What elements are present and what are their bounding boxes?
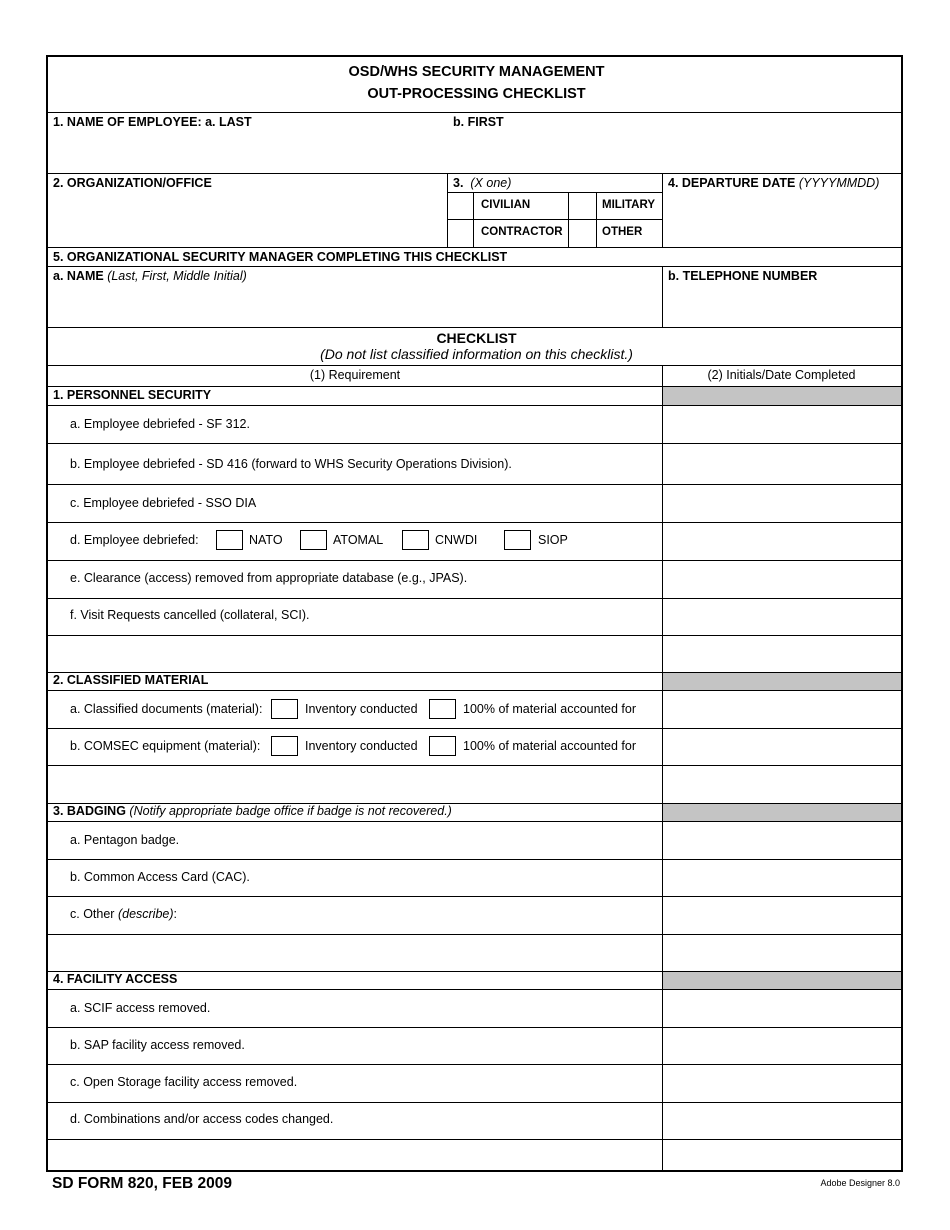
badging-header <box>53 804 452 818</box>
atomal-checkbox[interactable] <box>300 530 327 550</box>
status-hint: (X one) <box>470 176 512 190</box>
software-credit: Adobe Designer 8.0 <box>820 1178 900 1188</box>
badging-header-text: 3. BADGING <box>53 804 126 818</box>
employee-name-label: 1. NAME OF EMPLOYEE: a. LAST <box>53 115 252 129</box>
other-checkbox[interactable] <box>569 220 595 246</box>
personnel-item-b: b. Employee debriefed - SD 416 (forward to WHS Security Operations Division). <box>70 457 512 471</box>
classified-docs-accounted-label: 100% of material accounted for <box>463 702 637 716</box>
telephone-field[interactable] <box>667 285 897 323</box>
form-title-line1: OSD/WHS SECURITY MANAGEMENT <box>348 64 605 80</box>
cnwdi-label: CNWDI <box>435 533 478 547</box>
departure-date-label <box>668 176 879 190</box>
other-label: OTHER <box>602 226 643 238</box>
facility-a-initials-field[interactable] <box>663 990 901 1026</box>
facility-d-initials-field[interactable] <box>663 1103 901 1138</box>
badging-c-initials-field[interactable] <box>663 897 901 933</box>
employee-first-label: b. FIRST <box>453 115 504 129</box>
facility-item-b: b. SAP facility access removed. <box>70 1038 245 1052</box>
classified-a-initials-field[interactable] <box>663 691 901 727</box>
military-checkbox[interactable] <box>569 193 595 218</box>
personnel-blank-initials-field[interactable] <box>663 636 901 671</box>
personnel-b-initials-field[interactable] <box>663 444 901 483</box>
personnel-a-initials-field[interactable] <box>663 406 901 442</box>
badging-item-a: a. Pentagon badge. <box>70 833 180 847</box>
badging-item-c-colon: : <box>173 907 178 921</box>
security-manager-section-label: 5. ORGANIZATIONAL SECURITY MANAGER COMPLETING THIS CHECKLIST <box>53 250 508 264</box>
facility-item-c: c. Open Storage facility access removed. <box>70 1075 298 1089</box>
siop-checkbox[interactable] <box>504 530 531 550</box>
facility-access-header: 4. FACILITY ACCESS <box>53 972 178 986</box>
personnel-blank-requirement-field[interactable] <box>52 636 661 671</box>
classified-blank-requirement-field[interactable] <box>52 766 661 802</box>
manager-name-field[interactable] <box>52 285 657 323</box>
facility-blank-initials-field[interactable] <box>663 1140 901 1170</box>
classified-docs-inventory-checkbox[interactable] <box>271 699 298 719</box>
badging-item-c <box>70 907 177 921</box>
badging-item-c-text: c. Other <box>70 907 115 921</box>
facility-item-d: d. Combinations and/or access codes changed. <box>70 1112 334 1126</box>
badging-item-b: b. Common Access Card (CAC). <box>70 870 250 884</box>
cnwdi-checkbox[interactable] <box>402 530 429 550</box>
classified-item-a: a. Classified documents (material): <box>70 702 263 716</box>
badging-a-initials-field[interactable] <box>663 822 901 858</box>
military-label: MILITARY <box>602 199 656 211</box>
out-processing-form <box>46 55 903 1172</box>
manager-name-label-text: a. NAME <box>53 269 104 283</box>
departure-date-field[interactable] <box>667 193 897 243</box>
form-id: SD FORM 820, FEB 2009 <box>52 1175 233 1192</box>
classified-material-header: 2. CLASSIFIED MATERIAL <box>53 673 209 687</box>
classified-docs-inventory-label: Inventory conducted <box>305 702 418 716</box>
facility-c-initials-field[interactable] <box>663 1065 901 1101</box>
comsec-accounted-label: 100% of material accounted for <box>463 739 637 753</box>
civilian-checkbox[interactable] <box>448 193 472 218</box>
organization-label: 2. ORGANIZATION/OFFICE <box>53 176 212 190</box>
personnel-item-c: c. Employee debriefed - SSO DIA <box>70 496 257 510</box>
personnel-item-f: f. Visit Requests cancelled (collateral, SCI). <box>70 608 310 622</box>
personnel-item-e: e. Clearance (access) removed from appropriate database (e.g., JPAS). <box>70 571 468 585</box>
personnel-security-header: 1. PERSONNEL SECURITY <box>53 388 212 402</box>
personnel-c-initials-field[interactable] <box>663 485 901 521</box>
badging-b-initials-field[interactable] <box>663 860 901 895</box>
badging-blank-initials-field[interactable] <box>663 935 901 970</box>
badging-header-note: (Notify appropriate badge office if badge is not recovered.) <box>129 804 452 818</box>
column-requirement-header: (1) Requirement <box>309 368 401 382</box>
checklist-title: CHECKLIST <box>436 330 517 346</box>
status-label <box>453 176 511 190</box>
comsec-inventory-label: Inventory conducted <box>305 739 418 753</box>
comsec-inventory-checkbox[interactable] <box>271 736 298 756</box>
column-initials-header: (2) Initials/Date Completed <box>707 368 856 382</box>
personnel-item-d: d. Employee debriefed: <box>70 533 199 547</box>
comsec-accounted-checkbox[interactable] <box>429 736 456 756</box>
classified-blank-initials-field[interactable] <box>663 766 901 802</box>
personnel-f-initials-field[interactable] <box>663 599 901 634</box>
status-number: 3. <box>453 176 464 190</box>
badging-item-c-note: (describe) <box>117 907 174 921</box>
contractor-checkbox[interactable] <box>448 220 472 246</box>
facility-blank-requirement-field[interactable] <box>52 1140 661 1170</box>
classified-docs-accounted-checkbox[interactable] <box>429 699 456 719</box>
departure-date-hint: (YYYYMMDD) <box>798 176 880 190</box>
organization-field[interactable] <box>52 193 442 243</box>
manager-name-label <box>53 269 247 283</box>
civilian-label: CIVILIAN <box>481 199 531 211</box>
nato-label: NATO <box>249 533 283 547</box>
form-title-line2: OUT-PROCESSING CHECKLIST <box>367 86 586 102</box>
atomal-label: ATOMAL <box>333 533 384 547</box>
departure-date-label-text: 4. DEPARTURE DATE <box>668 176 796 190</box>
personnel-e-initials-field[interactable] <box>663 561 901 597</box>
contractor-label: CONTRACTOR <box>481 226 563 238</box>
siop-label: SIOP <box>538 533 568 547</box>
employee-first-name-field[interactable] <box>452 131 897 171</box>
facility-b-initials-field[interactable] <box>663 1028 901 1063</box>
checklist-subtitle: (Do not list classified information on this checklist.) <box>320 346 633 362</box>
facility-item-a: a. SCIF access removed. <box>70 1001 211 1015</box>
manager-name-hint: (Last, First, Middle Initial) <box>107 269 247 283</box>
employee-last-name-field[interactable] <box>52 131 447 171</box>
personnel-d-initials-field[interactable] <box>663 523 901 559</box>
personnel-item-a: a. Employee debriefed - SF 312. <box>70 417 250 431</box>
telephone-label: b. TELEPHONE NUMBER <box>668 269 818 283</box>
badging-blank-requirement-field[interactable] <box>52 935 661 970</box>
nato-checkbox[interactable] <box>216 530 243 550</box>
classified-b-initials-field[interactable] <box>663 729 901 764</box>
classified-item-b: b. COMSEC equipment (material): <box>70 739 261 753</box>
